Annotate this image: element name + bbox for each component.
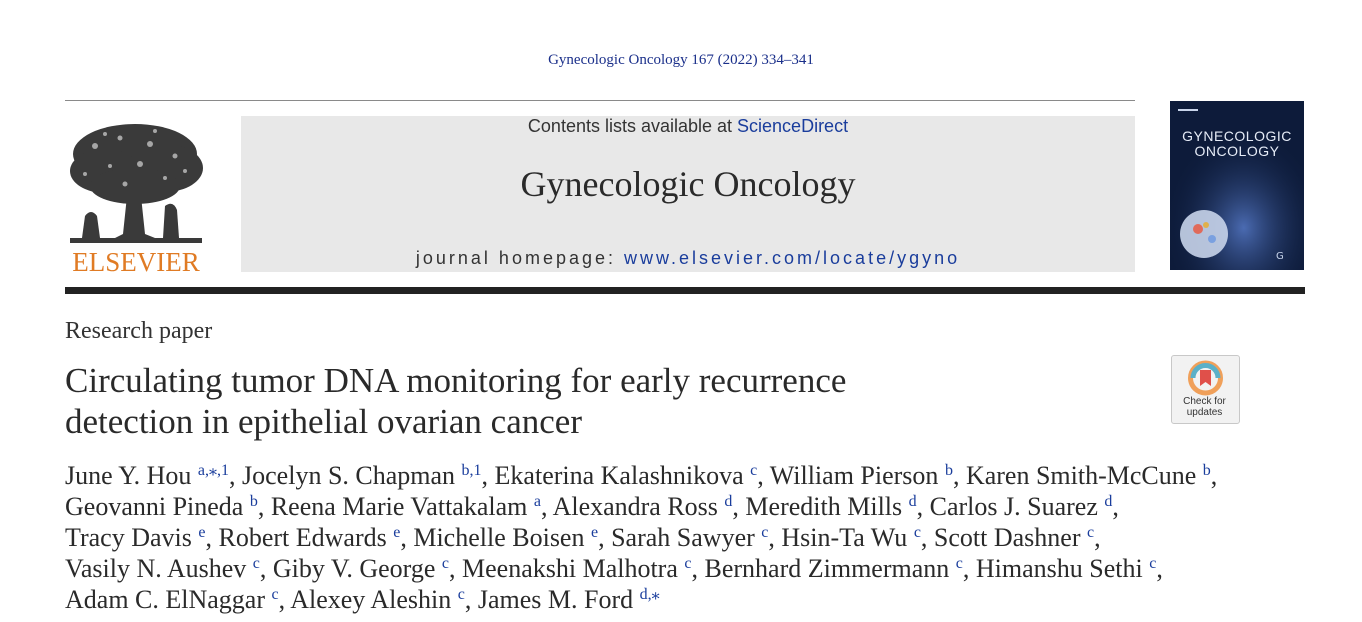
author-affiliation-link[interactable]: d <box>1104 493 1113 510</box>
cover-art <box>1170 101 1304 270</box>
journal-title: Gynecologic Oncology <box>520 164 856 204</box>
author-affiliation-link[interactable]: e <box>590 524 599 541</box>
author-list <box>65 460 1305 615</box>
author-separator: , <box>229 461 243 490</box>
author-name[interactable]: Vasily N. Aushev <box>65 554 247 583</box>
author-name[interactable]: James M. Ford <box>477 585 634 614</box>
author-name[interactable]: Tracy Davis <box>65 523 192 552</box>
author-affiliation-link[interactable]: b <box>944 462 953 479</box>
author-affiliation-link[interactable]: c <box>1149 555 1157 572</box>
author-separator: , <box>400 523 414 552</box>
header-divider <box>65 100 1135 101</box>
author-affiliation-link[interactable]: b,1 <box>461 462 482 479</box>
author-name[interactable]: Jocelyn S. Chapman <box>242 461 456 490</box>
author-affiliation-link[interactable]: a <box>533 493 541 510</box>
author-separator: , <box>768 523 782 552</box>
author-affiliation-link[interactable]: c <box>271 586 279 603</box>
author-separator: , <box>540 492 553 521</box>
author-name[interactable]: Himanshu Sethi <box>975 554 1143 583</box>
contents-line <box>241 116 1135 137</box>
author-separator: , <box>1112 492 1119 521</box>
author-name[interactable]: June Y. Hou <box>65 461 192 490</box>
author-name[interactable]: Robert Edwards <box>218 523 387 552</box>
homepage-url-link[interactable]: www.elsevier.com/locate/ygyno <box>624 248 961 268</box>
cover-title-line2: ONCOLOGY <box>1194 143 1280 159</box>
article-title <box>65 360 965 442</box>
banner-bottom-rule <box>65 287 1305 294</box>
author-separator: , <box>962 554 976 583</box>
journal-citation[interactable]: Gynecologic Oncology 167 (2022) 334–341 <box>548 52 814 68</box>
cover-title-line1: GYNECOLOGIC <box>1182 128 1292 144</box>
author-separator: , <box>449 554 462 583</box>
author-affiliation-link[interactable]: d,⁎ <box>639 586 660 603</box>
author-affiliation-link[interactable]: c <box>457 586 465 603</box>
author-affiliation-link[interactable]: b <box>1202 462 1211 479</box>
author-affiliation-link[interactable]: c <box>913 524 921 541</box>
author-name[interactable]: William Pierson <box>769 461 939 490</box>
author-name[interactable]: Carlos J. Suarez <box>929 492 1098 521</box>
author-name[interactable]: Karen Smith-McCune <box>965 461 1197 490</box>
author-separator: , <box>1156 554 1163 583</box>
author-name[interactable]: Scott Dashner <box>933 523 1081 552</box>
journal-cover-image[interactable] <box>1170 101 1304 270</box>
author-separator: , <box>732 492 746 521</box>
journal-homepage <box>241 248 1135 269</box>
author-separator: , <box>278 585 291 614</box>
author-name[interactable]: Bernhard Zimmermann <box>704 554 950 583</box>
author-affiliation-link[interactable]: c <box>252 555 260 572</box>
author-name[interactable]: Giby V. George <box>272 554 436 583</box>
author-name[interactable]: Meenakshi Malhotra <box>462 554 678 583</box>
check-label-line2: updates <box>1186 407 1223 418</box>
author-separator: , <box>952 461 966 490</box>
author-name[interactable]: Alexey Aleshin <box>290 585 452 614</box>
sciencedirect-link[interactable]: ScienceDirect <box>737 116 849 136</box>
cover-title <box>1170 129 1304 159</box>
author-separator: , <box>464 585 478 614</box>
author-name[interactable]: Hsin-Ta Wu <box>781 523 908 552</box>
author-affiliation-link[interactable]: c <box>1087 524 1095 541</box>
author-name[interactable]: Adam C. ElNaggar <box>65 585 266 614</box>
author-name[interactable]: Ekaterina Kalashnikova <box>494 461 744 490</box>
article-title-line1: Circulating tumor DNA monitoring for early recurrence <box>65 361 847 400</box>
check-for-updates-label[interactable] <box>1171 396 1238 418</box>
author-name[interactable]: Sarah Sawyer <box>611 523 755 552</box>
author-affiliation-link[interactable]: c <box>750 462 758 479</box>
contents-prefix: Contents lists available at <box>527 116 738 136</box>
author-affiliation-link[interactable]: b <box>249 493 258 510</box>
author-separator: , <box>259 554 273 583</box>
author-separator: , <box>916 492 930 521</box>
svg-text:G: G <box>1276 251 1284 262</box>
article-type: Research paper <box>65 318 213 344</box>
author-separator: , <box>1094 523 1101 552</box>
author-name[interactable]: Reena Marie Vattakalam <box>270 492 528 521</box>
author-separator: , <box>691 554 705 583</box>
author-affiliation-link[interactable]: c <box>684 555 692 572</box>
author-name[interactable]: Michelle Boisen <box>413 523 585 552</box>
author-affiliation-link[interactable]: d <box>908 493 917 510</box>
check-updates-icon <box>1172 356 1239 396</box>
article-title-line2: detection in epithelial ovarian cancer <box>65 402 582 441</box>
author-affiliation-link[interactable]: c <box>955 555 963 572</box>
author-separator: , <box>757 461 770 490</box>
author-affiliation-link[interactable]: a,⁎,1 <box>197 462 230 479</box>
author-name[interactable]: Alexandra Ross <box>552 492 718 521</box>
author-separator: , <box>1210 461 1218 490</box>
author-separator: , <box>481 461 495 490</box>
author-name[interactable]: Geovanni Pineda <box>65 492 244 521</box>
author-affiliation-link[interactable]: c <box>441 555 449 572</box>
author-name[interactable]: Meredith Mills <box>745 492 903 521</box>
author-separator: , <box>598 523 612 552</box>
author-separator: , <box>920 523 934 552</box>
elsevier-wordmark[interactable]: ELSEVIER <box>72 247 200 277</box>
homepage-prefix: journal homepage: <box>415 248 624 268</box>
check-label-line1: Check for <box>1183 396 1226 407</box>
author-affiliation-link[interactable]: c <box>761 524 769 541</box>
author-affiliation-link[interactable]: e <box>198 524 206 541</box>
author-affiliation-link[interactable]: d <box>724 493 733 510</box>
author-separator: , <box>257 492 271 521</box>
author-separator: , <box>205 523 219 552</box>
author-affiliation-link[interactable]: e <box>393 524 401 541</box>
